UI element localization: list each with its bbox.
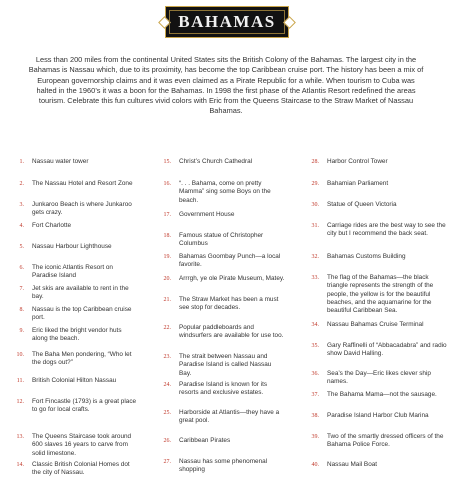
item-number: 40. [311,461,319,468]
item-text: The Bahama Mama—not the sausage. [327,391,437,398]
list-item [155,324,285,341]
item-number: 11. [16,377,24,384]
item-text: Nassau Harbour Lighthouse [32,243,112,250]
item-text: Classic British Colonial Homes dot the city of Nassau. [32,461,130,477]
item-text: Nassau water tower [32,158,89,165]
item-number: 26. [163,437,171,444]
list-item [155,353,285,378]
list-item [8,180,138,188]
item-text: Nassau is the top Caribbean cruise port. [32,306,132,322]
item-number: 39. [311,433,319,440]
item-text: The Baha Men pondering, “Who let the dogs out?” [32,351,132,367]
item-number: 31. [311,222,319,229]
item-text: Eric liked the bright vendor huts along the beach. [32,327,122,343]
item-number: 20. [163,275,171,282]
item-text: Famous statue of Christopher Columbus [179,232,264,248]
item-number: 12. [16,398,24,405]
item-text: Junkaroo Beach is where Junkaroo gets crazy. [32,201,132,217]
item-number: 29. [311,180,319,187]
item-text: Two of the smartly dressed officers of the Bahama Police Force. [327,433,444,449]
item-text: Paradise Island is known for its resorts and exclusive estates. [179,381,268,397]
item-text: Government House [179,211,235,218]
item-number: 6. [19,264,24,271]
item-number: 14. [16,461,24,468]
item-text: Nassau Mail Boat [327,461,378,468]
list-item [155,296,285,313]
list-item [8,285,138,302]
item-text: The flag of the Bahamas—the black triangle represents the strength of the people, the yellow is for the beautiful beaches, and the aquamarine for the beautiful Caribbean Sea. [327,274,434,315]
item-text: The iconic Atlantis Resort on Paradise Island [32,264,113,280]
item-number: 19. [163,253,171,260]
list-item [303,412,449,420]
item-text: Popular paddleboards and windsurfers are available for use too. [179,324,284,340]
list-item [303,342,449,359]
item-text: Nassau Bahamas Cruise Terminal [327,321,424,328]
item-number: 21. [163,296,171,303]
item-number: 25. [163,409,171,416]
item-text: The Nassau Hotel and Resort Zone [32,180,133,187]
list-item [8,222,138,230]
list-item [303,433,449,450]
item-text: Gary Raffinelli of “Abbacadabra” and radio show David Halling. [327,342,447,358]
list-item [155,232,285,249]
list-item [303,222,449,239]
list-item [155,253,285,270]
list-item [155,211,285,219]
item-number: 23. [163,353,171,360]
list-item [303,391,449,399]
item-number: 13. [16,433,24,440]
page-title: BAHAMAS [178,12,276,31]
item-number: 3. [19,201,24,208]
item-number: 7. [19,285,24,292]
item-number: 9. [19,327,24,334]
item-number: 36. [311,370,319,377]
item-number: 16. [163,180,171,187]
item-text: The Queens Staircase took around 600 slaves 16 years to carve from solid limestone. [32,433,132,457]
list-item [8,243,138,251]
list-item [303,158,449,166]
item-text: Bahamian Parliament [327,180,389,187]
list-item [8,433,138,458]
list-item [155,381,285,398]
list-item [8,351,138,368]
list-item [303,321,449,329]
item-text: “. . . Bahama, come on pretty Mamma” sing some Boys on the beach. [179,180,271,204]
title-banner [165,6,289,38]
item-text: Arrrgh, ye ole Pirate Museum, Matey. [179,275,285,282]
item-number: 18. [163,232,171,239]
list-item [303,461,449,469]
list-item [8,398,138,415]
item-text: Jet skis are available to rent in the bay. [32,285,129,301]
list-item [303,274,449,315]
list-item [155,409,285,426]
list-item [155,437,285,445]
item-number: 38. [311,412,319,419]
item-number: 8. [19,306,24,313]
list-item [8,306,138,323]
item-number: 4. [19,222,24,229]
item-number: 32. [311,253,319,260]
intro-paragraph: Less than 200 miles from the continental United States sits the British Colony of the Bahamas. The largest city in the Bahamas is Nassau which, due to its proximity, has become the top Caribbean cruise port. The history has been a mix of European governorship claims and it was even claimed as a Pirate Republic for a while. When tourism to Cuba was halted in the 1960’s it was a boon for the Bahamas. In 1998 the first phase of the Atlantis Resort redefined the areas tourism. Celebrate this fun cultures vivid colors with Eric from the Queens Staircase to the Straw Market of Nassau Bahamas. [28,55,424,116]
item-text: Bahamas Customs Building [327,253,406,260]
list-item [8,461,138,478]
item-number: 22. [163,324,171,331]
list-item [155,158,285,166]
item-text: Sea’s the Day—Eric likes clever ship names. [327,370,431,386]
item-text: The strait between Nassau and Paradise Island is called Nassau Bay. [179,353,272,377]
item-number: 34. [311,321,319,328]
item-number: 2. [19,180,24,187]
list-item [155,275,285,283]
item-text: Harbor Control Tower [327,158,388,165]
list-item [8,264,138,281]
item-number: 37. [311,391,319,398]
item-text: Fort Charlotte [32,222,72,229]
item-number: 27. [163,458,171,465]
list-item [8,377,138,385]
item-text: Fort Fincastle (1793) is a great place to go for local crafts. [32,398,137,414]
item-text: Bahamas Goombay Punch—a local favorite. [179,253,281,269]
item-text: Carriage rides are the best way to see the city but I recommend the back seat. [327,222,446,238]
item-text: Christ’s Church Cathedral [179,158,253,165]
item-text: Caribbean Pirates [179,437,231,444]
item-number: 24. [163,381,171,388]
item-text: British Colonial Hilton Nassau [32,377,117,384]
item-text: Paradise Island Harbor Club Marina [327,412,429,419]
list-item [303,253,449,261]
item-text: Harborside at Atlantis—they have a great pool. [179,409,280,425]
list-item [303,370,449,387]
item-number: 15. [163,158,171,165]
item-number: 5. [19,243,24,250]
list-item [303,180,449,188]
item-number: 1. [19,158,24,165]
item-number: 30. [311,201,319,208]
item-number: 28. [311,158,319,165]
item-number: 17. [163,211,171,218]
item-number: 35. [311,342,319,349]
list-item [155,180,285,205]
list-item [8,158,138,166]
item-text: The Straw Market has been a must see stop for decades. [179,296,279,312]
item-text: Nassau has some phenomenal shopping [179,458,268,474]
list-item [155,458,285,475]
list-item [8,201,138,218]
list-item [8,327,138,344]
item-number: 10. [16,351,24,358]
item-number: 33. [311,274,319,281]
list-item [303,201,449,209]
item-text: Statue of Queen Victoria [327,201,397,208]
